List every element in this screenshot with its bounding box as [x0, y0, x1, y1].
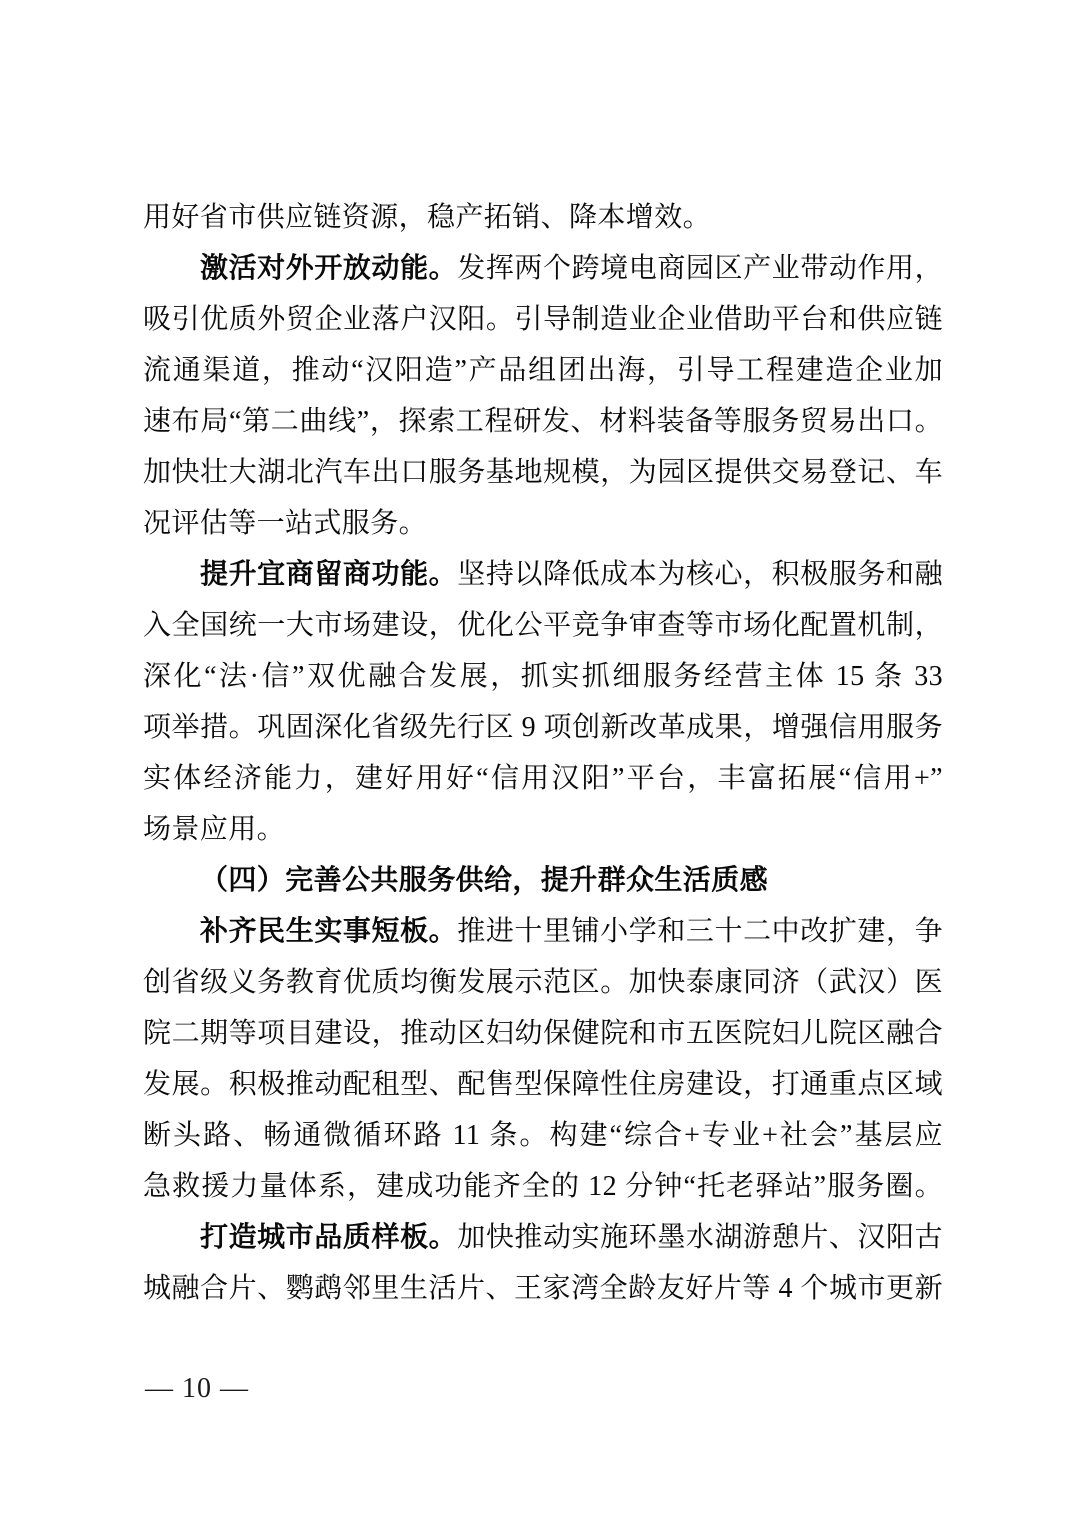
text-line — [143, 192, 943, 243]
text-line — [143, 957, 943, 1008]
page-number: — 10 — — [145, 1373, 249, 1404]
line-text: 入全国统一大市场建设，优化公平竞争审查等市场化配置机制， — [143, 610, 943, 641]
line-text: 用好省市供应链资源，稳产拓销、降本增效。 — [143, 202, 712, 233]
line-text: 场景应用。 — [143, 814, 286, 845]
text-line — [143, 1212, 943, 1263]
document-body — [143, 192, 943, 1314]
text-line — [143, 702, 943, 753]
text-line — [143, 294, 943, 345]
paragraph-bold-lead: 激活对外开放动能。 — [200, 253, 458, 284]
line-text: 深化“法·信”双优融合发展，抓实抓细服务经营主体 15 条 33 — [143, 661, 943, 692]
line-text: 推进十里铺小学和三十二中改扩建，争 — [457, 916, 943, 947]
section-heading — [143, 855, 943, 906]
paragraph-bold-lead: 补齐民生实事短板。 — [200, 916, 458, 947]
line-text: 加快推动实施环墨水湖游憩片、汉阳古 — [457, 1222, 943, 1253]
text-line — [143, 243, 943, 294]
line-text: 发展。积极推动配租型、配售型保障性住房建设，打通重点区域 — [143, 1069, 943, 1100]
line-text: 况评估等一站式服务。 — [143, 508, 428, 539]
line-text: 加快壮大湖北汽车出口服务基地规模，为园区提供交易登记、车 — [143, 457, 943, 488]
text-line — [143, 396, 943, 447]
text-line — [143, 906, 943, 957]
line-text: 坚持以降低成本为核心，积极服务和融 — [457, 559, 943, 590]
text-line — [143, 549, 943, 600]
line-text: 项举措。巩固深化省级先行区 9 项创新改革成果，增强信用服务 — [143, 712, 943, 743]
text-line — [143, 1008, 943, 1059]
text-line — [143, 345, 943, 396]
text-line — [143, 1263, 943, 1314]
paragraph-bold-lead: 打造城市品质样板。 — [200, 1222, 458, 1253]
line-text: 断头路、畅通微循环路 11 条。构建“综合+专业+社会”基层应 — [143, 1120, 943, 1151]
text-line — [143, 1059, 943, 1110]
text-line — [143, 651, 943, 702]
text-line — [143, 753, 943, 804]
line-text: 速布局“第二曲线”，探索工程研发、材料装备等服务贸易出口。 — [143, 406, 943, 437]
line-text: 创省级义务教育优质均衡发展示范区。加快泰康同济（武汉）医 — [143, 967, 943, 998]
line-text: 院二期等项目建设，推动区妇幼保健院和市五医院妇儿院区融合 — [143, 1018, 943, 1049]
paragraph-bold-lead: 提升宜商留商功能。 — [200, 559, 458, 590]
text-line — [143, 498, 943, 549]
text-line — [143, 804, 943, 855]
line-text: 流通渠道，推动“汉阳造”产品组团出海，引导工程建造企业加 — [143, 355, 943, 386]
text-line — [143, 447, 943, 498]
line-text: 城融合片、鹦鹉邻里生活片、王家湾全龄友好片等 4 个城市更新 — [143, 1273, 943, 1304]
line-text: 急救援力量体系，建成功能齐全的 12 分钟“托老驿站”服务圈。 — [143, 1171, 943, 1202]
line-text: 发挥两个跨境电商园区产业带动作用， — [457, 253, 943, 284]
text-line — [143, 1161, 943, 1212]
line-text: 吸引优质外贸企业落户汉阳。引导制造业企业借助平台和供应链 — [143, 304, 943, 335]
line-text: 实体经济能力，建好用好“信用汉阳”平台，丰富拓展“信用+” — [143, 763, 943, 794]
text-line — [143, 600, 943, 651]
text-line — [143, 1110, 943, 1161]
heading-text: （四）完善公共服务供给，提升群众生活质感 — [200, 865, 769, 896]
